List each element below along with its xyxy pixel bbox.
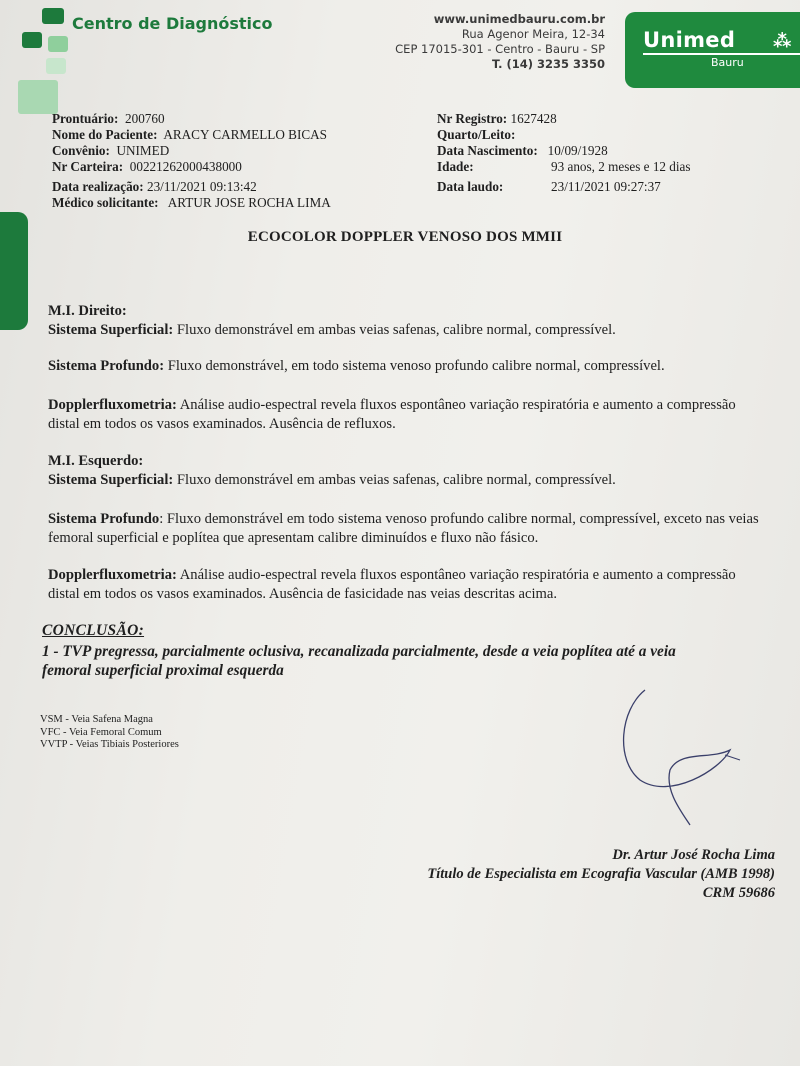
right-dop-label: Dopplerfluxometria: bbox=[48, 397, 177, 413]
abbreviation-item: VSM - Veia Safena Magna bbox=[40, 714, 153, 725]
left-dop-text: Análise audio-espectral revela fluxos espontâneo variação respiratória e aumento a compressão distal em todos os vasos examinados. Ausência de fasicidade nas veias descritas acima. bbox=[48, 567, 736, 602]
value-realizacao: 23/11/2021 09:13:42 bbox=[146, 179, 257, 194]
right-dop-text: Análise audio-espectral revela fluxos espontâneo variação respiratória e aumento a compressão distal em todos os vasos examinados. Ausência de refluxos. bbox=[48, 397, 736, 432]
address-line-2: CEP 17015-301 - Centro - Bauru - SP bbox=[395, 42, 605, 56]
label-medico: Médico solicitante: bbox=[52, 195, 159, 210]
left-sup-text: Fluxo demonstrável em ambas veias safenas, calibre normal, compressível. bbox=[173, 472, 616, 488]
left-leg-heading: M.I. Esquerdo: bbox=[48, 453, 144, 469]
value-nascimento: 10/09/1928 bbox=[547, 143, 608, 158]
clinic-brand-name: Centro de Diagnóstico bbox=[72, 14, 273, 33]
left-superficial bbox=[48, 471, 768, 490]
value-carteira: 00221262000438000 bbox=[129, 159, 242, 174]
label-nome: Nome do Paciente: bbox=[52, 127, 158, 142]
right-superficial bbox=[48, 321, 768, 340]
unimed-logo-text: Unimed bbox=[643, 28, 736, 52]
unimed-tree-icon: ⁂ bbox=[773, 31, 792, 52]
value-registro: 1627428 bbox=[510, 111, 557, 126]
right-prof-label: Sistema Profundo: bbox=[48, 358, 165, 374]
exam-info-left bbox=[52, 179, 331, 211]
right-leg-section bbox=[48, 302, 768, 340]
label-carteira: Nr Carteira: bbox=[52, 159, 124, 174]
website-link[interactable]: www.unimedbauru.com.br bbox=[433, 12, 605, 26]
conclusion-heading: CONCLUSÃO: bbox=[42, 622, 145, 639]
label-prontuario: Prontuário: bbox=[52, 111, 119, 126]
label-quarto: Quarto/Leito: bbox=[437, 127, 516, 142]
label-nascimento: Data Nascimento: bbox=[437, 143, 538, 158]
conclusion-text bbox=[42, 642, 772, 680]
left-sup-label: Sistema Superficial: bbox=[48, 472, 174, 488]
doctor-crm: CRM 59686 bbox=[702, 885, 775, 901]
conclusion-line-1: 1 - TVP pregressa, parcialmente oclusiva, recanalizada parcialmente, desde a veia poplítea até a veia bbox=[42, 643, 676, 660]
value-nome: ARACY CARMELLO BICAS bbox=[163, 127, 327, 142]
left-leg-section bbox=[48, 452, 768, 490]
value-laudo: 23/11/2021 09:27:37 bbox=[551, 179, 661, 194]
unimed-logo bbox=[625, 12, 800, 88]
phone-number: T. (14) 3235 3350 bbox=[491, 57, 605, 71]
label-realizacao: Data realização: bbox=[52, 179, 144, 194]
value-idade: 93 anos, 2 meses e 12 dias bbox=[551, 159, 691, 174]
left-deep bbox=[48, 510, 768, 548]
clinic-address bbox=[395, 12, 605, 72]
right-sup-text: Fluxo demonstrável em ambas veias safenas, calibre normal, compressível. bbox=[173, 322, 616, 338]
left-doppler bbox=[48, 566, 768, 604]
unimed-logo-city: Bauru bbox=[711, 56, 744, 69]
abbreviation-item: VVTP - Veias Tibiais Posteriores bbox=[40, 739, 179, 750]
patient-info-right bbox=[437, 111, 767, 175]
value-prontuario: 200760 bbox=[125, 111, 165, 126]
report-date bbox=[437, 179, 767, 195]
label-convenio: Convênio: bbox=[52, 143, 110, 158]
value-medico: ARTUR JOSE ROCHA LIMA bbox=[167, 195, 331, 210]
report-title: ECOCOLOR DOPPLER VENOSO DOS MMII bbox=[247, 229, 563, 245]
label-laudo: Data laudo: bbox=[437, 179, 504, 194]
right-leg-heading: M.I. Direito: bbox=[48, 303, 127, 319]
label-idade: Idade: bbox=[437, 159, 474, 174]
value-convenio: UNIMED bbox=[116, 143, 170, 158]
left-dop-label: Dopplerfluxometria: bbox=[48, 567, 177, 583]
conclusion-line-2: femoral superficial proximal esquerda bbox=[42, 662, 284, 679]
left-prof-text: : Fluxo demonstrável em todo sistema venoso profundo calibre normal, compressível, exceto nas veias femoral superficial e poplítea que apresentam calibre diminuídos e fluxo não fásico. bbox=[48, 511, 759, 546]
signature-block bbox=[427, 846, 775, 903]
abbreviation-item: VFC - Veia Femoral Comum bbox=[40, 726, 162, 738]
left-prof-label: Sistema Profundo bbox=[48, 511, 160, 527]
right-sup-label: Sistema Superficial: bbox=[48, 322, 174, 338]
patient-info-left bbox=[52, 111, 327, 175]
abbreviations-list bbox=[40, 714, 179, 752]
right-deep bbox=[48, 357, 768, 376]
doctor-name: Dr. Artur José Rocha Lima bbox=[612, 847, 775, 863]
label-registro: Nr Registro: bbox=[437, 111, 508, 126]
right-prof-text: Fluxo demonstrável, em todo sistema venoso profundo calibre normal, compressível. bbox=[164, 358, 665, 374]
address-line-1: Rua Agenor Meira, 12-34 bbox=[461, 27, 605, 41]
logo-divider bbox=[643, 53, 800, 55]
right-doppler bbox=[48, 396, 768, 434]
doctor-title: Título de Especialista em Ecografia Vascular (AMB 1998) bbox=[427, 866, 775, 882]
handwritten-signature bbox=[590, 680, 760, 830]
